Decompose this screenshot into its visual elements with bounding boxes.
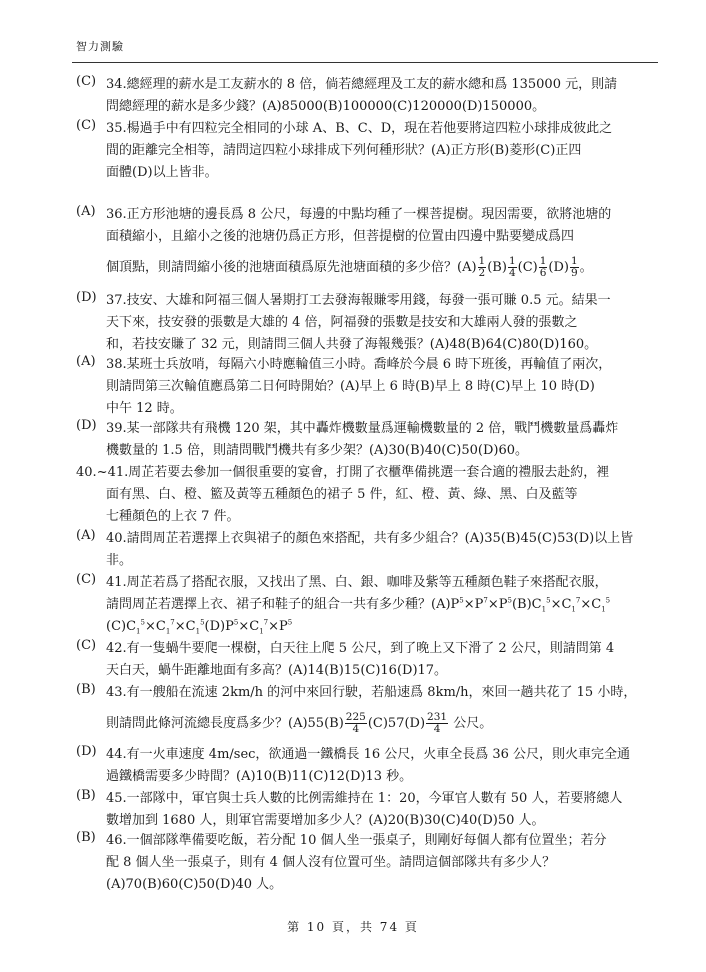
answer-label: (C) xyxy=(76,74,97,89)
question-line: 過鐵橋需要多少時間？(A)10(B)11(C)12(D)13 秒。 xyxy=(106,769,413,784)
question-line: 面體(D)以上皆非。 xyxy=(106,165,218,180)
question-line: 數增加到 1680 人，則軍官需要增加多少人？(A)20(B)30(C)40(D)50 人。 xyxy=(106,813,545,828)
question-line: 間的距離完全相等，請問這四粒小球排成下列何種形狀？(A)正方形(B)菱形(C)正四 xyxy=(106,143,582,158)
question-line: 39.某一部隊共有飛機 120 架，其中轟炸機數量爲運輸機數量的 2 倍，戰鬥機數量爲轟炸 xyxy=(106,421,619,436)
question-line-combinations: $(C)C_1^5\times C_1^7\times C_1^5(D)P^5\times C_1^7\times P^5$ xyxy=(106,618,293,636)
question-line: 40.~41.周芷若要去參加一個很重要的宴會，打開了衣櫃準備挑選一套合適的禮服去赴約，裡 xyxy=(76,465,610,480)
question-line: 則請問第三次輪值應爲第二日何時開始？(A)早上 6 時(B)早上 8 時(C)早上 10 時(D) xyxy=(106,379,595,394)
answer-label: (A) xyxy=(76,204,96,219)
question-line: 41.周芷若爲了搭配衣服，又找出了黑、白、銀、咖啡及紫等五種顏色鞋子來搭配衣服， xyxy=(106,575,608,590)
question-line: 46.一個部隊準備要吃飯，若分配 10 個人坐一張桌子，則剛好每個人都有位置坐；若分 xyxy=(106,833,607,848)
fraction: $\frac{1}{9}$ xyxy=(570,255,578,279)
answer-label: (D) xyxy=(76,418,97,433)
question-line: 問總經理的薪水是多少錢？(A)85000(B)100000(C)120000(D)150000。 xyxy=(106,99,546,114)
question-line: 和，若技安賺了 32 元，則請問三個人共發了海報幾張？(A)48(B)64(C)80(D)160。 xyxy=(106,337,598,352)
answer-label: (A) xyxy=(76,354,96,369)
question-line: 44.有一火車速度 4m/sec，欲通過一鐵橋長 16 公尺，火車全長爲 36 公尺，則火車完全通 xyxy=(106,747,631,762)
question-line: 34.總經理的薪水是工友薪水的 8 倍，倘若總經理及工友的薪水總和爲 135000 元，則請 xyxy=(106,77,618,92)
question-line: 36.正方形池塘的邊長爲 8 公尺，每邊的中點均種了一棵菩提樹。現因需要，欲將池塘的 xyxy=(106,207,612,222)
question-line: 37.技安、大雄和阿福三個人暑期打工去發海報賺零用錢，每發一張可賺 0.5 元。結果一 xyxy=(106,293,611,308)
question-line: 38.某班士兵放哨，每隔六小時應輪值三小時。喬峰於今晨 6 時下班後，再輪值了兩次， xyxy=(106,357,612,372)
answer-label: (A) xyxy=(76,528,96,543)
answer-label: (C) xyxy=(76,572,97,587)
answer-label: (C) xyxy=(76,118,97,133)
header-rule xyxy=(72,62,658,63)
question-line: (A)70(B)60(C)50(D)40 人。 xyxy=(106,877,283,892)
question-line: 42.有一隻蝸牛要爬一棵樹，白天往上爬 5 公尺，到了晚上又下滑了 2 公尺，則請問第 4 xyxy=(106,641,615,656)
fraction: $\frac{231}{4}$ xyxy=(427,711,448,735)
question-line: 天白天，蝸牛距離地面有多高？(A)14(B)15(C)16(D)17。 xyxy=(106,663,448,678)
question-line: 43.有一艘船在流速 2km/h 的河中來回行駛，若船速爲 8km/h，來回一趟共花了 15 小時， xyxy=(106,685,637,700)
answer-label: (D) xyxy=(76,744,97,759)
answer-label: (B) xyxy=(76,788,96,803)
question-line: 面有黑、白、橙、籃及黃等五種顏色的裙子 5 件，紅、橙、黃、綠、黑、白及藍等 xyxy=(106,487,578,502)
question-line-with-fractions: 個頂點，則請問縮小後的池塘面積爲原先池塘面積的多少倍？(A) $\frac{1}{2}$ (B) $\frac{1}{4}$ (C) $\frac{1}{6}$ (D) $\frac{1}{9}$ 。 xyxy=(106,255,593,279)
answer-label: (B) xyxy=(76,682,96,697)
answer-label: (D) xyxy=(76,290,97,305)
question-line: 面積縮小，且縮小之後的池塘仍爲正方形，但菩提樹的位置由四邊中點要變成爲四 xyxy=(106,229,575,244)
page-header: 智力測驗 xyxy=(76,40,124,53)
question-line: 七種顏色的上衣 7 件。 xyxy=(106,509,240,524)
question-line-with-fractions: 則請問此條河流總長度爲多少？(A)55(B) $\frac{225}{4}$ (C)57(D) $\frac{231}{4}$ 公尺。 xyxy=(106,711,493,735)
question-line: 機數量的 1.5 倍，則請問戰鬥機共有多少架？(A)30(B)40(C)50(D)60。 xyxy=(106,443,528,458)
question-line: 非。 xyxy=(106,553,133,568)
question-line: 天下來，技安發的張數是大雄的 4 倍，阿福發的張數是技安和大雄兩人發的張數之 xyxy=(106,315,578,330)
question-line: 40.請問周芷若選擇上衣與裙子的顏色來搭配，共有多少組合？(A)35(B)45(C)53(D)以上皆 xyxy=(106,531,634,546)
question-line: 35.楊過手中有四粒完全相同的小球 A、B、C、D，現在若他要將這四粒小球排成彼此之 xyxy=(106,121,613,136)
page-number: 第 10 頁，共 74 頁 xyxy=(287,920,419,934)
answer-label: (B) xyxy=(76,830,96,845)
answer-label: (C) xyxy=(76,638,97,653)
question-line-permutations: 請問周芷若選擇上衣、裙子和鞋子的組合一共有多少種？$(A)P^5\times P^7\times P^5(B)C_1^5\times C_1^7\times C_1^5$ xyxy=(106,596,611,614)
fraction: $\frac{1}{6}$ xyxy=(539,255,547,279)
question-line: 45.一部隊中，軍官與士兵人數的比例需維持在 1：20，今軍官人數有 50 人，若要將總人 xyxy=(106,791,623,806)
fraction: $\frac{1}{4}$ xyxy=(508,255,516,279)
fraction: $\frac{225}{4}$ xyxy=(345,711,366,735)
fraction: $\frac{1}{2}$ xyxy=(478,255,486,279)
question-line: 中午 12 時。 xyxy=(106,401,183,416)
question-line: 配 8 個人坐一張桌子，則有 4 個人沒有位置可坐。請問這個部隊共有多少人？ xyxy=(106,855,556,870)
